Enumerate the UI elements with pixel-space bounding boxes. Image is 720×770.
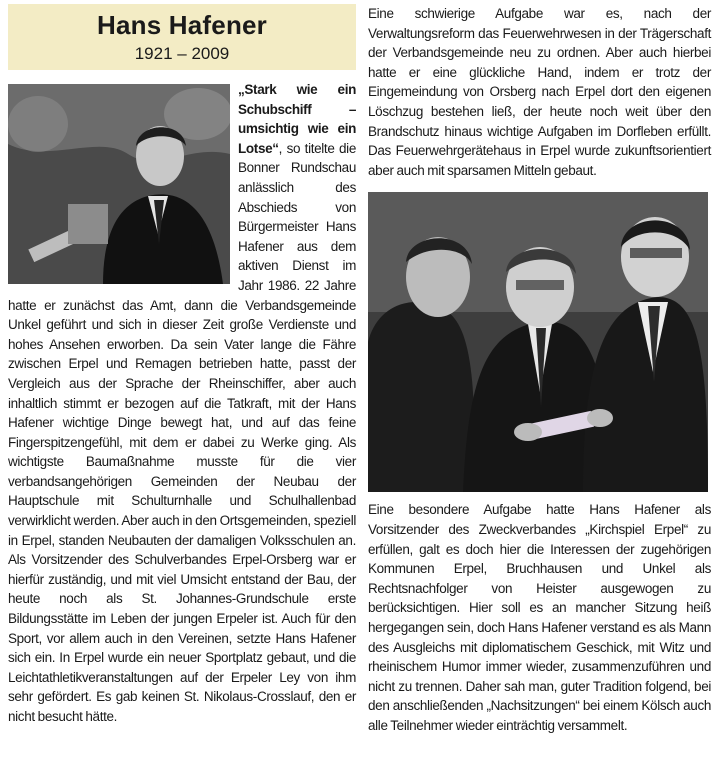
right-column [368,4,711,735]
left-text [8,80,356,727]
portrait-photo [8,84,230,284]
left-column [8,4,356,727]
left-paragraph: , so titelte die Bonner Rundschau anlässlich des Abschieds von Bürgermeister Hans Hafener aus dem aktiven Dienst im Jahr 1986. 22 Jahre hatte er zunächst das Amt, dann die Verbandsgemeinde Unkel geführt und sich in dieser Zeit große Verdienste und hohes Ansehen erworben. Da sein Vater lange die Fähre zwischen Erpel und Remagen betrieben hatte, passt der Vergleich aus der Sprache der Rheinschiffer, aber auch inhaltlich stimmt er bezogen auf die Tatkraft, mit der Hans Hafener wichtige Dinge bewegt hat, und auf das feine Fingerspitzengefühl, mit dem er dabei zu Werke ging. Als wichtigste Baumaßnahme musste für die vier verbandsangehörigen Gemeinden der Neubau der Hauptschule mit Schulturnhalle und Schulhallenbad verwirklicht werden. Aber auch in den Ortsgemeinden, speziell in Erpel, standen Neubauten der damaligen Volksschulen an. Als Vorsitzender des Schulverbandes Erpel-Orsberg war er hierfür zuständig, und mit viel Umsicht entstand der Bau, der heute noch als St. Johannes-Grundschule erste Bildungsstätte im Leben der jungen Erpeler ist. Auch für den Sport, vor allem auch in den Vereinen, setzte Hans Hafener sich ein. In Erpel wurde ein neuer Sportplatz gebaut, und die Leichtathletikveranstaltungen auf der Erpeler Ley von ihm sehr gefördert. Es gab keinen St. Nikolaus-Crosslauf, den er nicht besucht hätte. [8,140,356,724]
right-paragraph-2: Eine besondere Aufgabe hatte Hans Hafener als Vorsitzender des Zweckverbandes „Kirchspiel Erpel“ zu erfüllen, galt es doch hier die Interessen der zugehörigen Kommunen Erpel, Bruchhausen und Unkel als Rechtsnachfolger von Heister ausgewogen zu berücksichtigen. Hier soll es an mancher Sitzung heiß hergegangen sein, doch Hans Hafener verstand es als Mann des Ausgleichs mit diplomatischem Geschick, mit Witz und rheinischem Humor immer wieder, zusammenzuführen und nicht zu trennen. Daher sah man, guter Tradition folgend, bei den anschließenden „Nachsitzungen“ bei einem Kölsch auch alle Teilnehmer wieder einträchtig versammelt. [368,502,711,733]
headline-quote: „Stark wie ein Schubschiff – umsichtig wie ein Lotse“ [238,82,356,156]
right-paragraph-1: Eine schwierige Aufgabe war es, nach der Verwaltungsreform das Feuerwehrwesen in der Trägerschaft der Verbandsgemeinde neu zu ordnen. Aber auch hierbei hatte er eine glückliche Hand, indem er trotz der Eingemeindung von Orsberg nach Erpel dort den eigenen Löschzug bestehen ließ, der heute noch weit über den Brandschutz hinaus wichtige Aufgaben im Dorfleben erfüllt. Das Feuerwehrgerätehaus in Erpel wurde zukunftsorientiert aber auch mit sparsamen Mitteln gebaut. [368,6,711,178]
group-illustration [368,192,708,492]
life-years: 1921 – 2009 [134,43,230,63]
group-photo [368,192,708,492]
person-name: Hans Hafener [96,9,268,40]
title-box [8,4,356,70]
portrait-illustration [8,84,230,284]
